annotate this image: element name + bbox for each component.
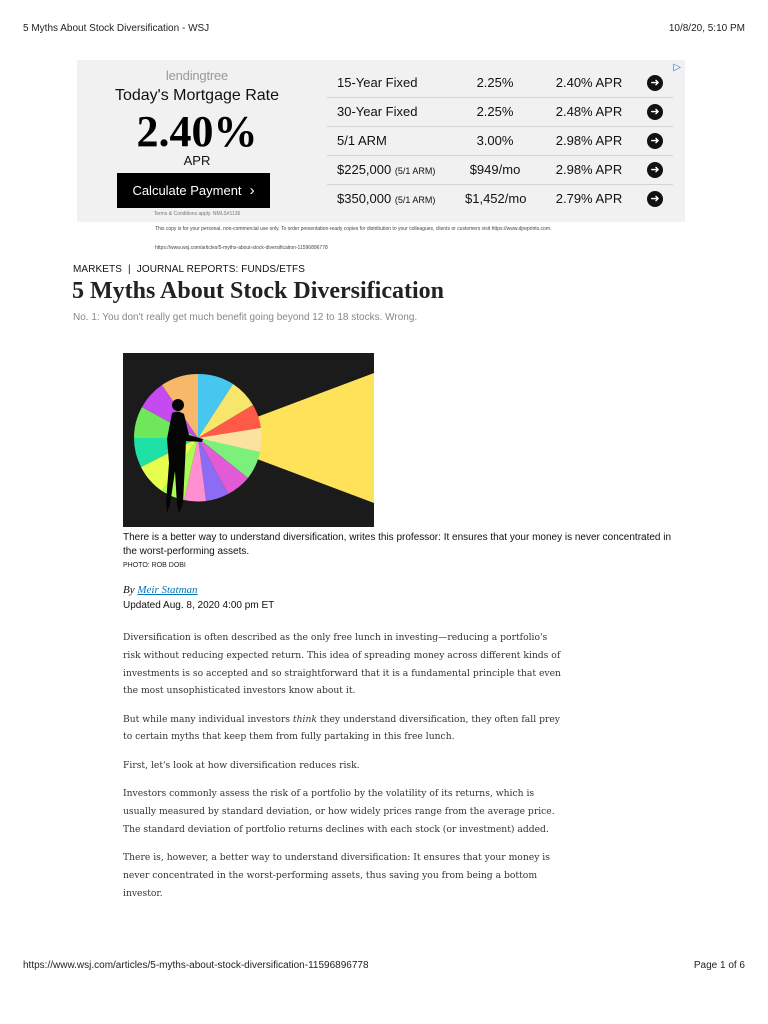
ad-row-product: $350,000 (5/1 ARM) [337, 191, 436, 206]
chevron-right-icon: › [249, 182, 255, 199]
ad-rate-panel [77, 60, 317, 222]
photo-credit: PHOTO: ROB DOBI [123, 562, 186, 569]
ad-terms: Terms & Conditions apply. NMLS#1136 [153, 211, 241, 217]
byline-prefix: By [123, 584, 135, 596]
arrow-right-icon[interactable]: ➜ [647, 75, 663, 91]
ad-row-apr: 2.40% APR [555, 75, 623, 90]
article-url-small: https://www.wsj.com/articles/5-myths-about-stock-diversification-11596896778 [155, 245, 328, 251]
ad-row-rate: $1,452/mo [465, 191, 527, 206]
ad-row-apr: 2.79% APR [555, 191, 623, 206]
copyright-notice: This copy is for your personal, non-commercial use only. To order presentation-ready copies for distribution to your colleagues, clients or customers visit https://www.djreprints.com. [155, 226, 552, 232]
paragraph: First, let's look at how diversification reduces risk. [123, 759, 360, 771]
ad-row[interactable] [327, 156, 673, 185]
arrow-right-icon[interactable]: ➜ [647, 104, 663, 120]
updated-timestamp: Updated Aug. 8, 2020 4:00 pm ET [123, 600, 275, 611]
ad-row-apr: 2.48% APR [555, 104, 623, 119]
paragraph: Diversification is often described as the only free lunch in investing—reducing a portfolio's risk without reducing expected return. This idea of spreading money across different kinds of investments is so accepted and so straightforward that it is a fundamental principle that even the most unsophisticated investors know about it. [123, 632, 561, 697]
ad-row-product: 15-Year Fixed [337, 75, 418, 90]
arrow-right-icon[interactable]: ➜ [647, 162, 663, 178]
ad-rate: 2.40% [136, 107, 258, 156]
article-dek: No. 1: You don't really get much benefit going beyond 12 to 18 stocks. Wrong. [73, 312, 418, 323]
hero-illustration [123, 353, 374, 527]
print-title: 5 Myths About Stock Diversification - WSJ [23, 23, 210, 34]
paragraph: There is, however, a better way to understand diversification: It ensures that your money is never concentrated in the worst-performing assets, thus saving you from being a bottom investor. [123, 851, 550, 899]
ad-row-rate: 2.25% [476, 75, 514, 90]
paragraph: But while many individual investors think they understand diversification, they often fall prey to certain myths that keep them from fully partaking in this free lunch. [123, 713, 560, 743]
ad-row-rate: 2.25% [476, 104, 514, 119]
lendingtree-logo: lendingtree [165, 68, 229, 83]
arrow-right-icon[interactable]: ➜ [647, 191, 663, 207]
ad-row[interactable] [327, 185, 673, 213]
print-page-number: Page 1 of 6 [693, 960, 745, 971]
print-url: https://www.wsj.com/articles/5-myths-about-stock-diversification-11596896778 [23, 960, 369, 971]
ad-row[interactable] [327, 98, 673, 127]
section-link-journal-reports[interactable]: JOURNAL REPORTS: FUNDS/ETFS [136, 264, 306, 275]
article-headline: 5 Myths About Stock Diversification [72, 278, 444, 304]
section-link-markets[interactable]: MARKETS [73, 264, 123, 275]
calculate-payment-label: Calculate Payment [132, 183, 242, 198]
section-breadcrumb [73, 264, 305, 275]
ad-rate-table [327, 69, 673, 213]
image-caption: There is a better way to understand diversification, writes this professor: It ensures that your money is never concentrated in the worst-performing assets. [123, 532, 672, 557]
ad-row-apr: 2.98% APR [555, 162, 623, 177]
ad-row-product: 5/1 ARM [337, 133, 387, 148]
ad-row[interactable] [327, 69, 673, 98]
ad-row-rate: 3.00% [476, 133, 514, 148]
breadcrumb-divider: | [128, 264, 131, 275]
ad-row[interactable] [327, 127, 673, 156]
ad-row-apr: 2.98% APR [555, 133, 623, 148]
ad-row-product: $225,000 (5/1 ARM) [337, 162, 436, 177]
arrow-right-icon[interactable]: ➜ [647, 133, 663, 149]
ad-title: Today's Mortgage Rate [114, 87, 280, 104]
mortgage-ad[interactable] [77, 60, 685, 222]
ad-apr-label: APR [183, 153, 211, 168]
ad-row-rate: $949/mo [469, 162, 521, 177]
calculate-payment-button[interactable] [117, 173, 270, 208]
paragraph: Investors commonly assess the risk of a portfolio by the volatility of its returns, which is usually measured by standard deviation, or how widely prices range from the average price. The standard deviation of portfolio returns declines with each stock (or investment) added. [123, 788, 555, 835]
adchoices-icon[interactable]: ▷ [673, 62, 681, 73]
article-body [123, 629, 563, 913]
byline [123, 584, 198, 596]
author-link[interactable]: Meir Statman [137, 584, 198, 596]
ad-row-product: 30-Year Fixed [337, 104, 418, 119]
print-datetime: 10/8/20, 5:10 PM [668, 23, 745, 34]
